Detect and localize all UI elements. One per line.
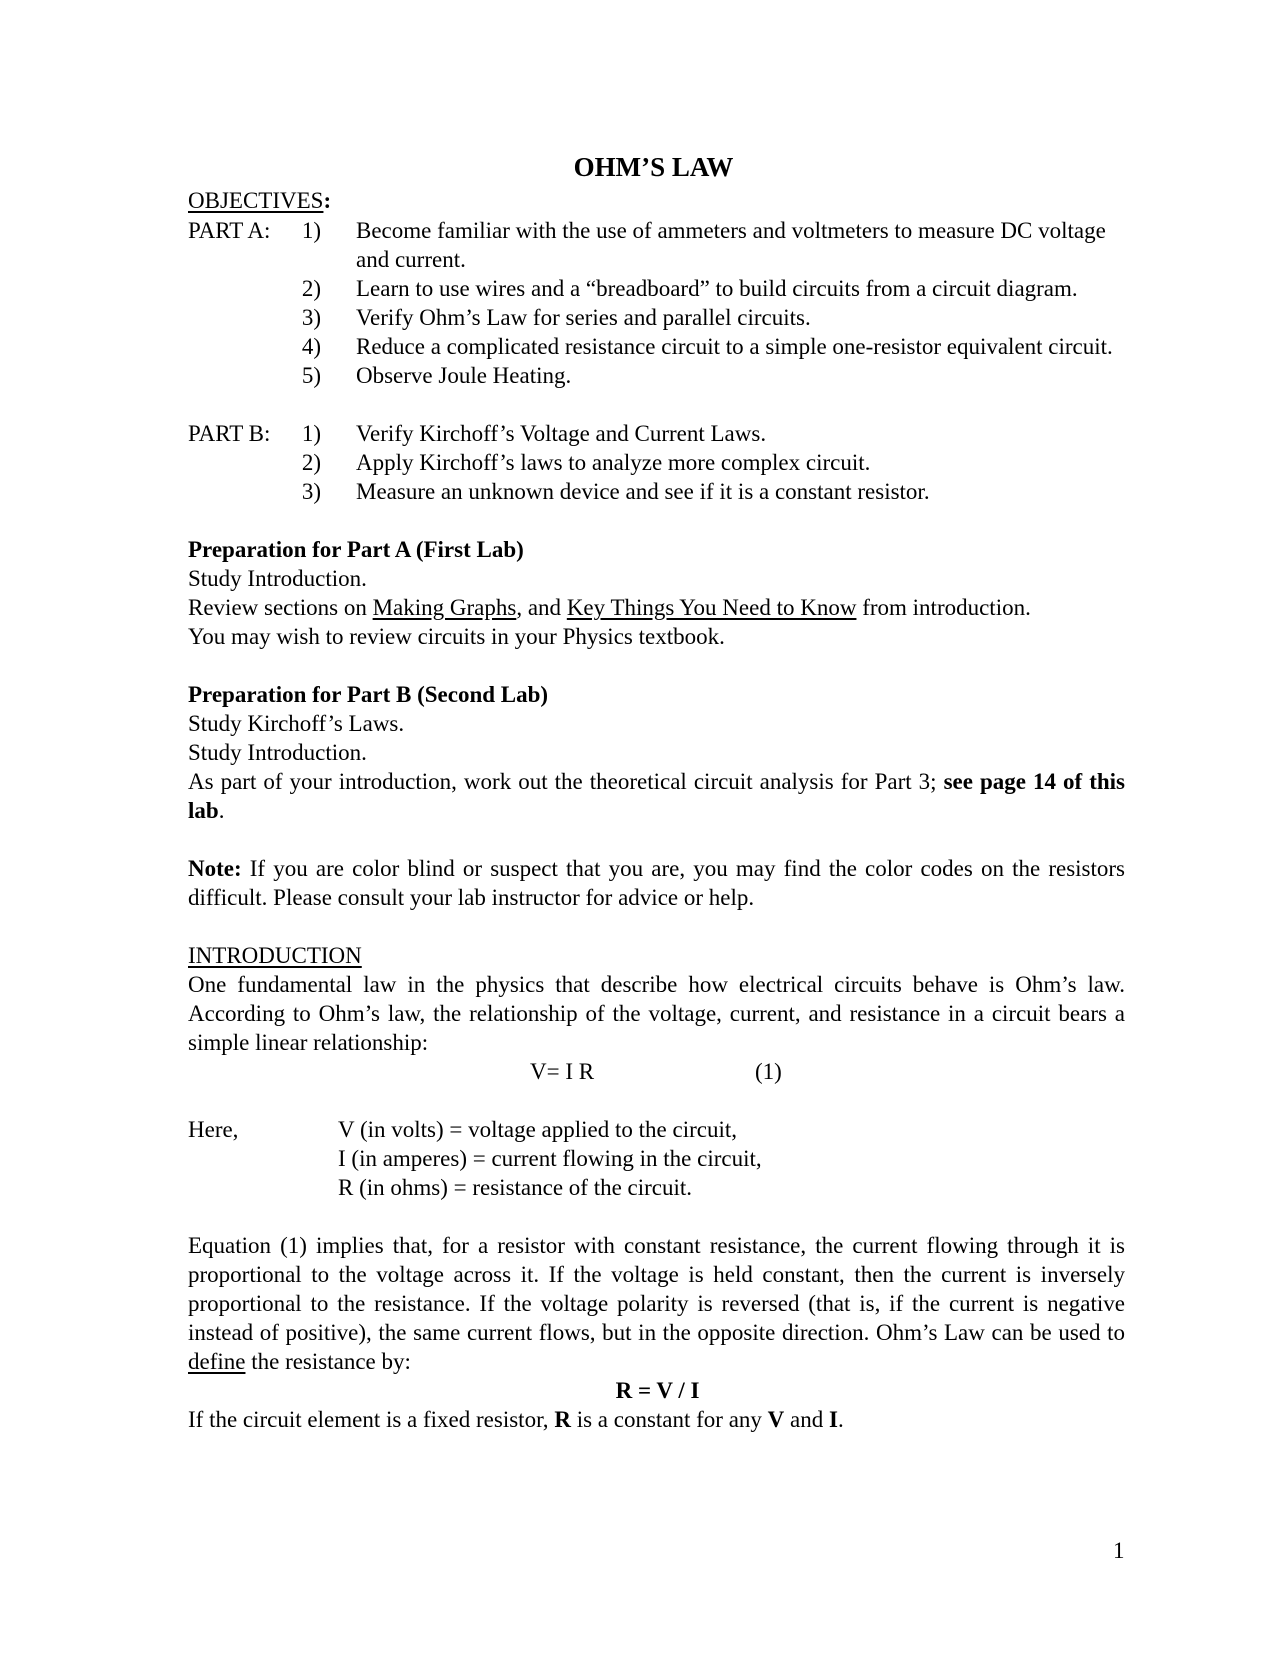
- prep-a-review-line: Review sections on Making Graphs, and Key Things You Need to Know from introduction.: [188, 595, 1031, 620]
- prep-a-heading: Preparation for Part A (First Lab): [188, 537, 524, 562]
- list-number: 4): [301, 334, 321, 359]
- prep-b-line: Study Introduction.: [188, 740, 367, 765]
- objective-item: Measure an unknown device and see if it is a constant resistor.: [356, 479, 930, 504]
- prep-a-line: Study Introduction.: [188, 566, 367, 591]
- part-a-label: PART A:: [188, 218, 271, 243]
- list-number: 3): [301, 479, 321, 504]
- objective-item: Verify Ohm’s Law for series and parallel circuits.: [356, 305, 811, 330]
- introduction-paragraph: One fundamental law in the physics that describe how electrical circuits behave is Ohm’s law. According to Ohm’s law, the relationship of the voltage, current, and resistance in a circuit bears a simple linear relationship:: [188, 972, 1125, 1055]
- objective-item: Reduce a complicated resistance circuit to a simple one-resistor equivalent circuit.: [356, 334, 1113, 359]
- objective-item: Verify Kirchoff’s Voltage and Current Laws.: [356, 421, 767, 446]
- equation-number: (1): [755, 1059, 782, 1084]
- equation-resistance: R = V / I: [615, 1378, 700, 1403]
- objective-item: Observe Joule Heating.: [356, 363, 572, 388]
- prep-b-paragraph: As part of your introduction, work out the theoretical circuit analysis for Part 3; see page 14 of this lab.: [188, 769, 1125, 823]
- list-number: 3): [301, 305, 321, 330]
- definition-line: V (in volts) = voltage applied to the circuit,: [338, 1117, 737, 1142]
- list-number: 2): [301, 276, 321, 301]
- equation-ohms-law: V= I R: [530, 1059, 595, 1084]
- introduction-heading: INTRODUCTION: [188, 943, 362, 968]
- page-number: 1: [1113, 1538, 1125, 1563]
- making-graphs-link[interactable]: Making Graphs: [372, 595, 517, 620]
- list-number: 5): [301, 363, 321, 388]
- list-number: 2): [301, 450, 321, 475]
- definition-line: I (in amperes) = current flowing in the circuit,: [338, 1146, 762, 1171]
- objective-item-continued: and current.: [356, 247, 466, 272]
- prep-b-heading: Preparation for Part B (Second Lab): [188, 682, 549, 707]
- list-number: 1): [301, 218, 321, 243]
- page-title: OHM’S LAW: [573, 152, 734, 182]
- prep-a-line: You may wish to review circuits in your Physics textbook.: [188, 624, 725, 649]
- part-b-label: PART B:: [188, 421, 271, 446]
- list-number: 1): [301, 421, 321, 446]
- objective-item: Apply Kirchoff’s laws to analyze more complex circuit.: [356, 450, 871, 475]
- definition-line: R (in ohms) = resistance of the circuit.: [338, 1175, 693, 1200]
- objective-item: Learn to use wires and a “breadboard” to build circuits from a circuit diagram.: [356, 276, 1078, 301]
- note-paragraph: Note: If you are color blind or suspect that you are, you may find the color codes on the resistors difficult. Please consult your lab instructor for advice or help.: [188, 856, 1125, 910]
- equation-explanation-paragraph: Equation (1) implies that, for a resistor with constant resistance, the current flowing through it is proportional to the voltage across it. If the voltage is held constant, then the current is inversely proportional to the resistance. If the voltage polarity is reversed (that is, if the current is negative instead of positive), the same current flows, but in the opposite direction. Ohm’s Law can be used to define the resistance by:: [188, 1233, 1125, 1374]
- key-things-link[interactable]: Key Things You Need to Know: [566, 595, 857, 620]
- prep-b-line: Study Kirchoff’s Laws.: [188, 711, 405, 736]
- objectives-heading: OBJECTIVES:: [188, 188, 332, 213]
- final-sentence: If the circuit element is a fixed resistor, R is a constant for any V and I.: [188, 1407, 844, 1432]
- here-label: Here,: [188, 1117, 239, 1142]
- objective-item: Become familiar with the use of ammeters and voltmeters to measure DC voltage: [356, 218, 1106, 243]
